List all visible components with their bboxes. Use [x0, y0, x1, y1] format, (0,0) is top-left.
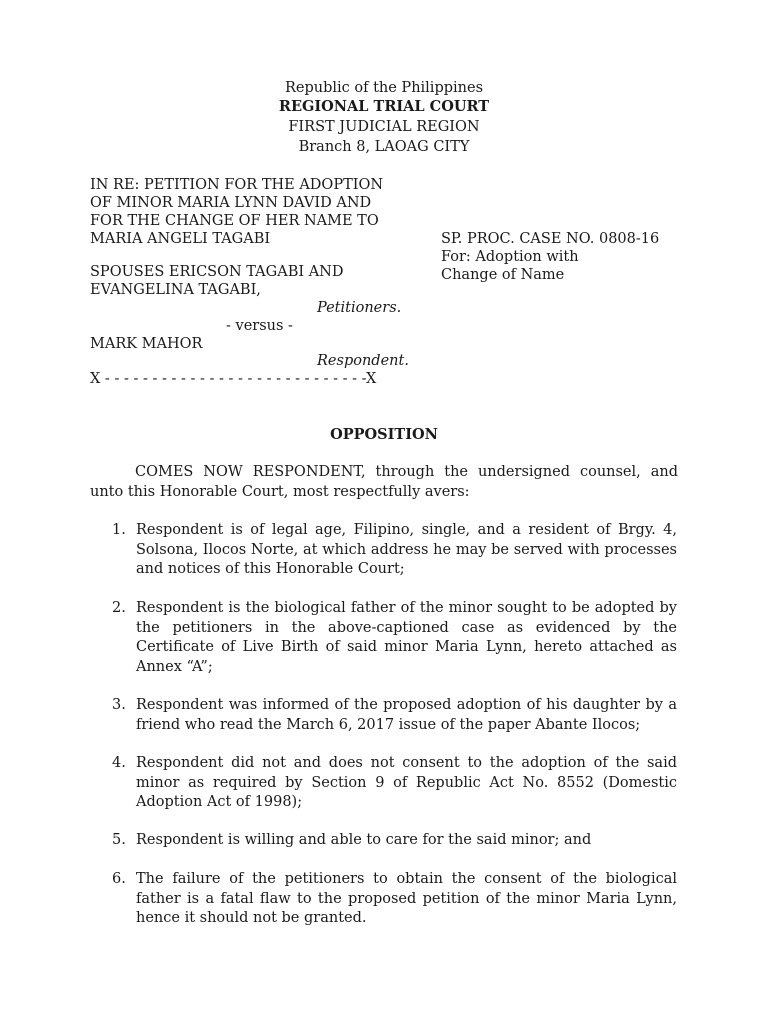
header-court: REGIONAL TRIAL COURT	[278, 98, 490, 115]
item-text: Respondent did not and does not consent to the adoption of the said minor as required by Section 9 of Republic Act No. 8552 (Domestic Adoption Act of 1998);	[136, 755, 677, 810]
item-text: Respondent was informed of the proposed adoption of his daughter by a friend who read the March 6, 2017 issue of the paper Abante Ilocos;	[136, 697, 677, 733]
caption-title-line: FOR THE CHANGE OF HER NAME TO	[90, 213, 379, 229]
item-text: Respondent is of legal age, Filipino, single, and a resident of Brgy. 4, Solsona, Ilocos Norte, at which address he may be served with processes and notices of this Honorable Court;	[136, 522, 677, 577]
petitioner-line: EVANGELINA TAGABI,	[90, 282, 261, 298]
case-nature: Change of Name	[441, 267, 565, 283]
item-number: 4.	[112, 755, 126, 771]
respondent-label: Respondent.	[317, 353, 409, 369]
item-text: The failure of the petitioners to obtain the consent of the biological father is a fatal flaw to the proposed petition of the minor Maria Lynn, hence it should not be granted.	[136, 871, 677, 926]
item-text: Respondent is willing and able to care for the said minor; and	[136, 832, 592, 848]
header-republic: Republic of the Philippines	[284, 80, 484, 96]
item-number: 2.	[112, 600, 126, 616]
caption-title-line: OF MINOR MARIA LYNN DAVID AND	[90, 195, 372, 211]
intro-text: COMES NOW RESPONDENT, through the undersigned counsel, and unto this Honorable Court, most respectfully avers:	[90, 464, 678, 500]
intro-paragraph	[90, 463, 678, 502]
petitioner-line: SPOUSES ERICSON TAGABI AND	[90, 264, 344, 280]
item-number: 1.	[112, 522, 126, 538]
case-number: SP. PROC. CASE NO. 0808-16	[441, 231, 660, 247]
versus-label: - versus -	[226, 318, 293, 334]
respondent-name: MARK MAHOR	[90, 336, 203, 352]
item-number: 6.	[112, 871, 126, 887]
item-number: 3.	[112, 697, 126, 713]
caption-title-line: MARIA ANGELI TAGABI	[90, 231, 271, 247]
header-region: FIRST JUDICIAL REGION	[288, 119, 480, 135]
case-nature: For: Adoption with	[441, 249, 579, 265]
header-branch: Branch 8, LAOAG CITY	[298, 139, 470, 155]
document-title: OPPOSITION	[330, 426, 438, 443]
item-text: Respondent is the biological father of the minor sought to be adopted by the petitioners in the above-captioned case as evidenced by the Certificate of Live Birth of said minor Maria Lynn, hereto attached as Annex “A”;	[136, 600, 677, 675]
item-number: 5.	[112, 832, 126, 848]
caption-title-line: IN RE: PETITION FOR THE ADOPTION	[90, 177, 384, 193]
caption-separator: X - - - - - - - - - - - - - - - - - - - - - - - - - - - -X	[90, 371, 377, 387]
petitioners-label: Petitioners.	[317, 300, 402, 316]
